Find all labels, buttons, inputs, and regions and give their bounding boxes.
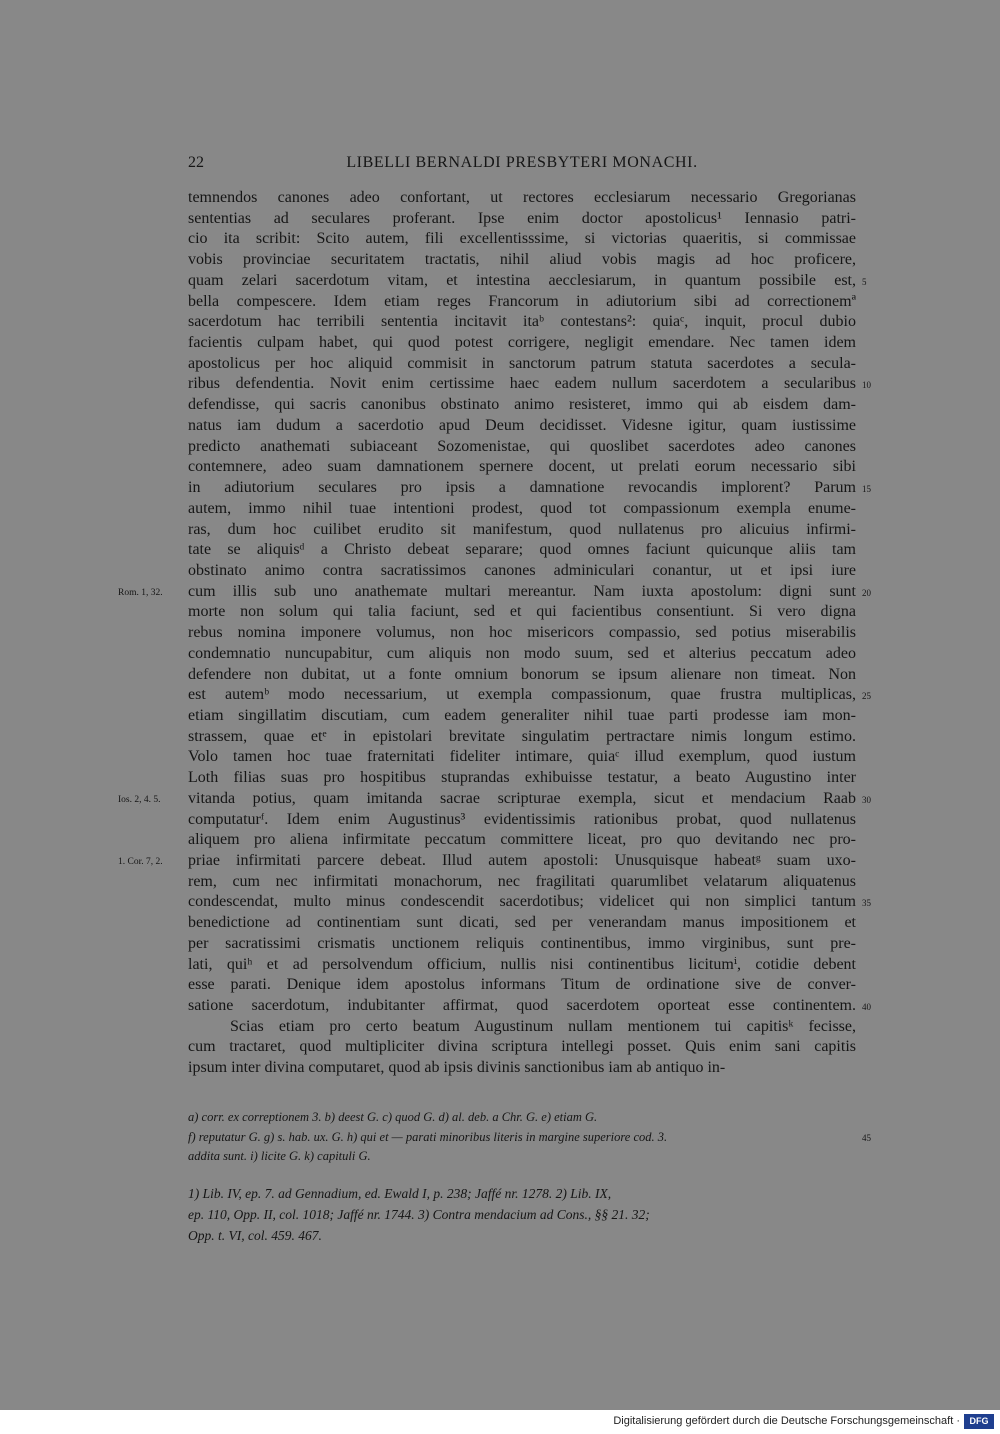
line-number: 10 [862, 380, 871, 391]
source-note-line: 1) Lib. IV, ep. 7. ad Gennadium, ed. Ewald I, p. 238; Jaffé nr. 1278. 2) Lib. IX, [188, 1186, 612, 1201]
line-text: apostolicus per hoc aliquid commisit in sanctorum patrum statuta sacerdotes a secula- [188, 354, 856, 372]
line-text: facientis culpam habet, qui quod potest corrigere, negligit emendare. Nec tamen idem [188, 334, 856, 352]
line-text: computaturᶠ. Idem enim Augustinus³ evidentissimis rationibus probat, quod nullatenus [188, 810, 856, 828]
text-line [188, 892, 871, 913]
text-line [188, 416, 856, 437]
apparatus-line [188, 1128, 871, 1148]
line-text: rem, cum nec infirmitati monachorum, nec fragilitati quarumlibet velatarum aliquatenus [188, 872, 856, 890]
text-line [188, 768, 856, 789]
line-number: 45 [862, 1132, 871, 1143]
apparatus-text: addita sunt. i) licite G. k) capituli G. [188, 1149, 371, 1164]
text-line [188, 830, 856, 851]
source-notes [188, 1183, 856, 1246]
line-text: lati, quiʰ et ad persolvendum officium, nullis nisi continentibus licitumⁱ, cotidie debent [188, 955, 856, 973]
running-title: LIBELLI BERNALDI PRESBYTERI MONACHI. [346, 154, 698, 171]
line-text: Volo tamen hoc tuae fraternitati fideliter intimare, quiaᶜ illud exemplum, quod iustum [188, 748, 856, 766]
text-line [188, 333, 856, 354]
apparatus-text: f) reputatur G. g) s. hab. ux. G. h) qui et — parati minoribus literis in margine superiore cod. 3. [188, 1129, 668, 1144]
text-line [188, 209, 856, 230]
line-text: benedictione ad continentiam sunt dicati, sed per venerandam manus impositionem et [188, 914, 856, 932]
text-line [188, 872, 856, 893]
line-number: 30 [862, 794, 871, 805]
text-line [188, 685, 871, 706]
text-line [188, 271, 867, 292]
line-text: Scias etiam pro certo beatum Augustinum nullam mentionem tui capitisᵏ fecisse, [230, 1017, 856, 1035]
line-text: defendere non dubitat, ut a fonte omnium bonorum se ipsum alienare non timeat. Non [188, 665, 856, 683]
line-number: 15 [862, 484, 871, 495]
text-line [188, 810, 856, 831]
line-text: tate se aliquisᵈ a Christo debeat separare; quod omnes faciunt quicunque aliis tam [188, 541, 856, 559]
main-text [118, 188, 871, 1079]
line-text: sententias ad seculares proferant. Ipse enim doctor apostolicus¹ Iennasio patri- [188, 209, 856, 227]
text-line [188, 955, 856, 976]
line-text: temnendos canones adeo confortant, ut rectores ecclesiarum necessario Gregorianas [188, 189, 856, 206]
dfg-logo: DFG [964, 1414, 994, 1429]
apparatus-line [188, 1108, 856, 1128]
line-text: cum tractaret, quod multipliciter divina scriptura intellegi posset. Quis enim sani capitis [188, 1038, 856, 1056]
text-line [118, 582, 871, 603]
text-line [188, 706, 856, 727]
text-line [188, 250, 856, 271]
text-line [188, 561, 856, 582]
line-text: satione sacerdotum, indubitanter affirmat, quod sacerdotem oporteat esse continentem. [188, 997, 856, 1015]
line-text: etiam singillatim discutiam, cum eadem generaliter nihil tuae parti prodesse iam mon- [188, 706, 856, 724]
margin-reference: Ios. 2, 4. 5. [118, 794, 161, 805]
line-text: condescendat, multo minus condescendit sacerdotibus; videlicet qui non simplici tantum [188, 893, 856, 911]
text-line [188, 975, 856, 996]
line-text: natus iam dudum a sacerdotio apud Deum decidisset. Videsne igitur, quam iustissime [188, 416, 856, 434]
line-text: ipsum inter divina computaret, quod ab ipsis divinis sanctionibus iam ab antiquo in- [188, 1059, 726, 1077]
line-text: aliquem pro aliena infirmitate peccatum committere liceat, pro quo devitando nec pro- [188, 831, 856, 849]
line-text: vobis provinciae securitatem tractatis, nihil aliud vobis magis ad hoc proficere, [188, 251, 856, 269]
funding-note: Digitalisierung gefördert durch die Deutsche Forschungsgemeinschaft · [613, 1415, 960, 1427]
text-line [188, 644, 856, 665]
line-number: 5 [862, 276, 867, 287]
text-line [188, 374, 871, 395]
line-text: Loth filias suas pro hospitibus stuprandas exhibuisse testatur, a beato Augustino inter [188, 769, 856, 787]
text-line [188, 229, 856, 250]
running-header [188, 154, 856, 176]
text-line [188, 1037, 856, 1058]
line-text: condemnatio nuncupabitur, cum aliquis non modo suum, sed et alterius peccatum adeo [188, 644, 856, 662]
apparatus-text: a) corr. ex correptionem 3. b) deest G. c) quod G. d) al. deb. a Chr. G. e) etiam G. [188, 1110, 598, 1124]
text-line [118, 789, 871, 810]
line-text: cum illis sub uno anathemate multari mereantur. Nam iuxta apostolum: digni sunt [188, 582, 856, 600]
text-line [188, 913, 856, 934]
text-line [188, 478, 871, 499]
line-number: 35 [862, 898, 871, 909]
line-number: 25 [862, 691, 871, 702]
text-line [188, 996, 871, 1017]
line-text: obstinato animo contra sacratissimos canones adminiculari conantur, ut et ipsi iure [188, 561, 856, 579]
text-line [188, 354, 856, 375]
line-text: cio ita scribit: Scito autem, fili excellentisssime, si victorias quaeritis, si commissae [188, 230, 856, 248]
line-text: ribus defendentia. Novit enim certissime haec eadem nullum sacerdotem a secularibus [188, 375, 856, 393]
line-text: priae infirmitati parcere debeat. Illud autem apostoli: Unusquisque habeatᵍ suam uxo- [188, 852, 856, 869]
text-line [188, 312, 856, 333]
text-line [188, 623, 856, 644]
line-text: autem, immo nihil tuae intentioni prodest, quod tot compassionum exempla enume- [188, 499, 856, 517]
text-line [188, 457, 856, 478]
apparatus-line [188, 1147, 856, 1167]
text-line [118, 851, 856, 872]
line-text: sacerdotum hac terribili sententia incitavit itaᵇ contestans²: quiaᶜ, inquit, procul dubio [188, 313, 856, 331]
text-line [188, 188, 856, 209]
critical-apparatus [188, 1108, 871, 1167]
text-line [188, 602, 856, 623]
text-line [188, 540, 856, 561]
line-text: defendisse, qui sacris canonibus obstinato animo resisteret, immo qui ab eisdem dam- [188, 396, 856, 414]
line-text: contemnere, adeo suam damnationem spernere docent, ut prelati eorum necessario sibi [188, 458, 856, 476]
text-line [188, 520, 856, 541]
text-line [188, 665, 856, 686]
text-line [188, 934, 856, 955]
source-note-line: Opp. t. VI, col. 459. 467. [188, 1228, 322, 1243]
text-line [188, 292, 856, 313]
line-text: strassem, quae etᵉ in epistolari brevitate singulatim pertractare nimis longum estimo. [188, 727, 856, 745]
text-line [188, 1058, 856, 1079]
line-text: per sacratissimi crismatis unctionem reliquis continentibus, immo virginibus, sunt pre- [188, 934, 856, 952]
line-text: est autemᵇ modo necessarium, ut exempla compassionum, quae frustra multiplicas, [188, 686, 856, 704]
text-line [188, 437, 856, 458]
line-text: predicto anathemati subiaceant Sozomenistae, qui quoslibet sacerdotes adeo canones [188, 437, 856, 455]
text-line [188, 1017, 856, 1038]
text-line [188, 499, 856, 520]
source-note-line: ep. 110, Opp. II, col. 1018; Jaffé nr. 1744. 3) Contra mendacium ad Cons., §§ 21. 32; [188, 1207, 650, 1222]
line-number: 40 [862, 1002, 871, 1013]
line-text: ras, dum hoc cuilibet erudito sit manifestum, quod nullatenus pro alicuius infirmi- [188, 520, 856, 538]
text-line [188, 727, 856, 748]
text-line [188, 747, 856, 768]
line-text: esse parati. Denique idem apostolus informans Titum de ordinatione sive de conver- [188, 976, 856, 994]
footer-bar [0, 1410, 1000, 1434]
page-number: 22 [188, 154, 204, 171]
line-number: 20 [862, 587, 871, 598]
line-text: rebus nomina imponere volumus, non hoc misericors compassio, sed potius miserabilis [188, 624, 856, 642]
line-text: vitanda potius, quam imitanda sacrae scripturae exempla, sicut et mendacium Raab [188, 789, 856, 807]
line-text: morte non solum qui talia faciunt, sed et qui facientibus consentiunt. Si vero digna [188, 603, 856, 621]
margin-reference: 1. Cor. 7, 2. [118, 857, 163, 867]
line-text: quam zelari sacerdotum vitam, et intestina aecclesiarum, in quantum possibile est, [188, 271, 856, 289]
line-text: bella compescere. Idem etiam reges Francorum in adiutorium sibi ad correctionemª [188, 292, 856, 310]
text-line [188, 395, 856, 416]
margin-reference: Rom. 1, 32. [118, 587, 163, 598]
line-text: in adiutorium seculares pro ipsis a damnatione revocandis implorent? Parum [188, 479, 856, 497]
